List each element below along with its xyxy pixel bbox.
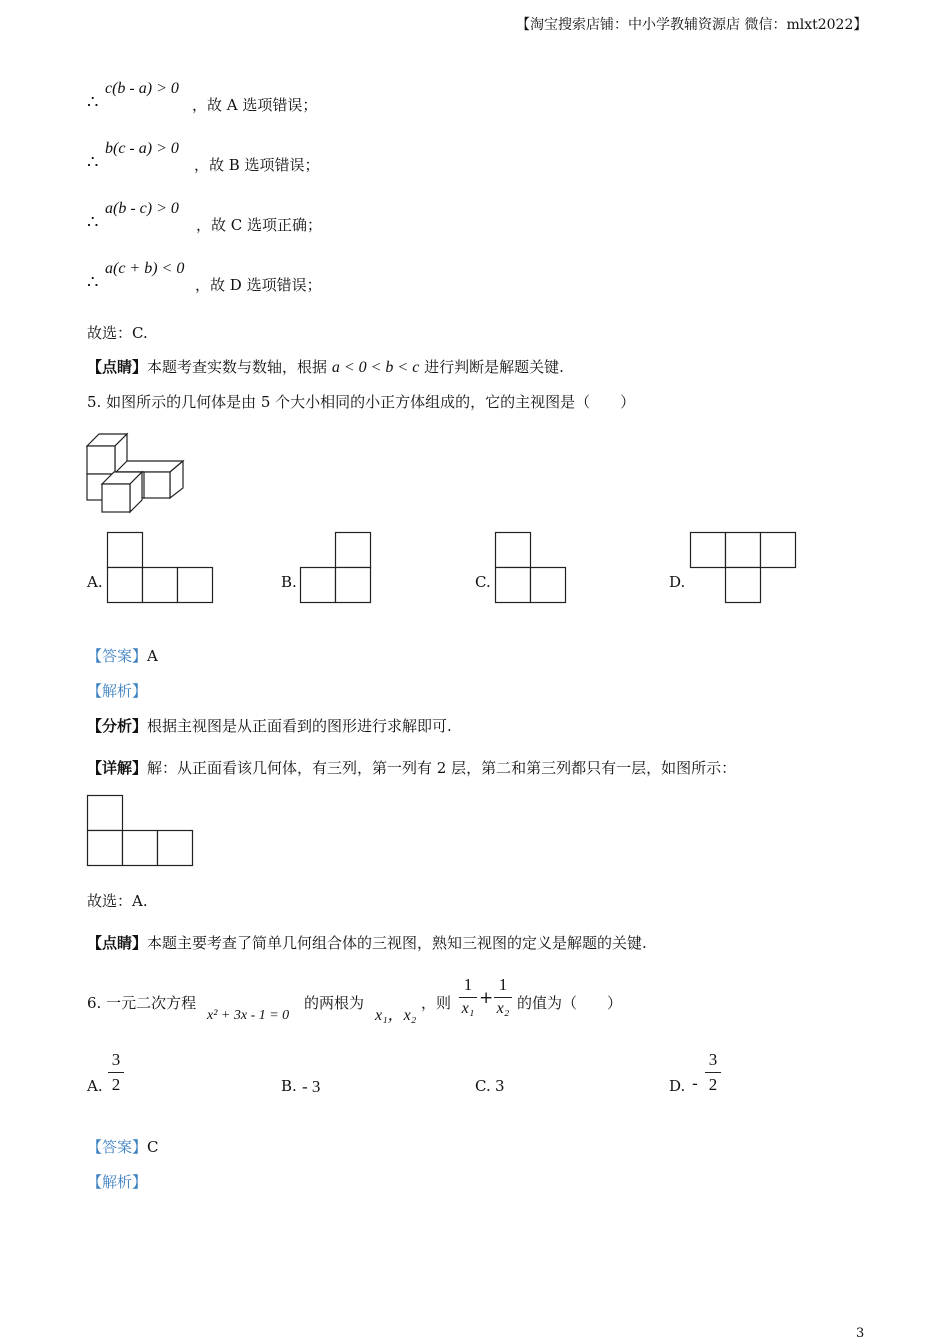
q5-option-c-label: C. <box>475 573 491 591</box>
comment-text: 本题主要考查了简单几何组合体的三视图，熟知三视图的定义是解题的关键. <box>147 934 647 952</box>
step-text: ，故 B 选项错误； <box>194 156 320 174</box>
step-text: ，故 A 选项错误； <box>192 96 318 114</box>
numerator: 1 <box>498 975 508 994</box>
therefore-symbol: ∴ <box>87 272 99 293</box>
plus-sign: + <box>479 988 494 1008</box>
q6-stem-then: ，则 <box>421 994 452 1012</box>
q4-choice: 故选：C. <box>87 324 148 342</box>
denominator: x₁ <box>461 1000 475 1017</box>
fenxi-text: 根据主视图是从正面看到的图形进行求解即可. <box>147 717 452 735</box>
therefore-symbol: ∴ <box>87 152 99 173</box>
q6-option-a-label: A. <box>87 1077 103 1095</box>
q5-option-d-label: D. <box>669 573 686 591</box>
q5-answer <box>87 645 158 666</box>
denominator: 2 <box>111 1075 121 1094</box>
q5-analysis-tag: 【解析】 <box>87 682 148 700</box>
step-text: ，故 C 选项正确； <box>196 216 323 234</box>
q5-option-a-figure <box>107 532 217 606</box>
denominator: 2 <box>708 1075 718 1094</box>
q6-option-b-value: - 3 <box>302 1077 321 1096</box>
step-expression: b(c - a) > 0 <box>105 140 179 157</box>
q6-option-d-fraction <box>705 1050 721 1095</box>
answer-tag: 【答案】 <box>87 647 148 665</box>
denominator: x₂ <box>496 1000 510 1017</box>
q6-option-c-label: C. <box>475 1077 491 1095</box>
step-text: ，故 D 选项错误； <box>195 276 322 294</box>
numerator: 3 <box>708 1050 718 1069</box>
q6-option-d-label: D. <box>669 1077 686 1095</box>
comment-pre: 本题考查实数与数轴，根据 <box>147 358 328 376</box>
q5-option-c-figure <box>495 532 569 606</box>
q6-answer <box>87 1136 159 1157</box>
q5-option-d-figure <box>690 532 800 606</box>
page-header: 【淘宝搜索店铺：中小学教辅资源店 微信：mlxt2022】 <box>516 17 868 33</box>
q6-option-b-label: B. <box>281 1077 297 1095</box>
numerator: 3 <box>111 1050 121 1069</box>
q5-detail <box>87 757 736 778</box>
q5-stem: 5. 如图所示的几何体是由 5 个大小相同的小正方体组成的，它的主视图是（ ） <box>87 393 636 411</box>
q5-choice: 故选：A. <box>87 892 148 910</box>
q6-equation: x² + 3x - 1 = 0 <box>207 1008 290 1023</box>
q6-option-d-sign: - <box>692 1074 698 1094</box>
step-expression: a(c + b) < 0 <box>105 260 185 277</box>
detail-tag: 【详解】 <box>87 759 148 777</box>
comment-expression: a < 0 < b < c <box>331 359 420 376</box>
q4-comment <box>87 356 564 377</box>
q6-stem-mid: 的两根为 <box>304 994 365 1012</box>
answer-tag: 【答案】 <box>87 1138 148 1156</box>
fenxi-tag: 【分析】 <box>87 717 148 735</box>
q5-option-b-label: B. <box>281 573 297 591</box>
q6-fraction-2 <box>494 975 512 1018</box>
cube-solid-figure <box>86 432 186 514</box>
comment-tag: 【点睛】 <box>87 358 148 376</box>
q5-option-b-figure <box>300 532 374 606</box>
q5-solution-figure <box>87 795 197 869</box>
q5-fenxi <box>87 715 452 736</box>
detail-text: 解：从正面看该几何体，有三列，第一列有 2 层，第二和第三列都只有一层，如图所示： <box>147 759 737 777</box>
q6-option-a-fraction <box>108 1050 124 1095</box>
step-expression: a(b - c) > 0 <box>105 200 179 217</box>
q6-stem-pre: 6. 一元二次方程 <box>87 994 197 1012</box>
therefore-symbol: ∴ <box>87 212 99 233</box>
numerator: 1 <box>463 975 473 994</box>
q5-comment <box>87 932 647 953</box>
q6-analysis-tag: 【解析】 <box>87 1173 148 1191</box>
q5-option-a-label: A. <box>87 573 103 591</box>
step-expression: c(b - a) > 0 <box>105 80 179 97</box>
comment-post: 进行判断是解题关键. <box>424 358 564 376</box>
q6-roots: x₁，x₂ <box>375 1007 417 1024</box>
comment-tag: 【点睛】 <box>87 934 148 952</box>
therefore-symbol: ∴ <box>87 92 99 113</box>
q6-stem-post: 的值为（ ） <box>517 994 623 1012</box>
answer-value: A <box>147 647 158 665</box>
answer-value: C <box>147 1138 159 1156</box>
q6-option-c-value: 3 <box>495 1077 505 1095</box>
page-number: 3 <box>856 1326 865 1341</box>
q6-fraction-1 <box>459 975 477 1018</box>
